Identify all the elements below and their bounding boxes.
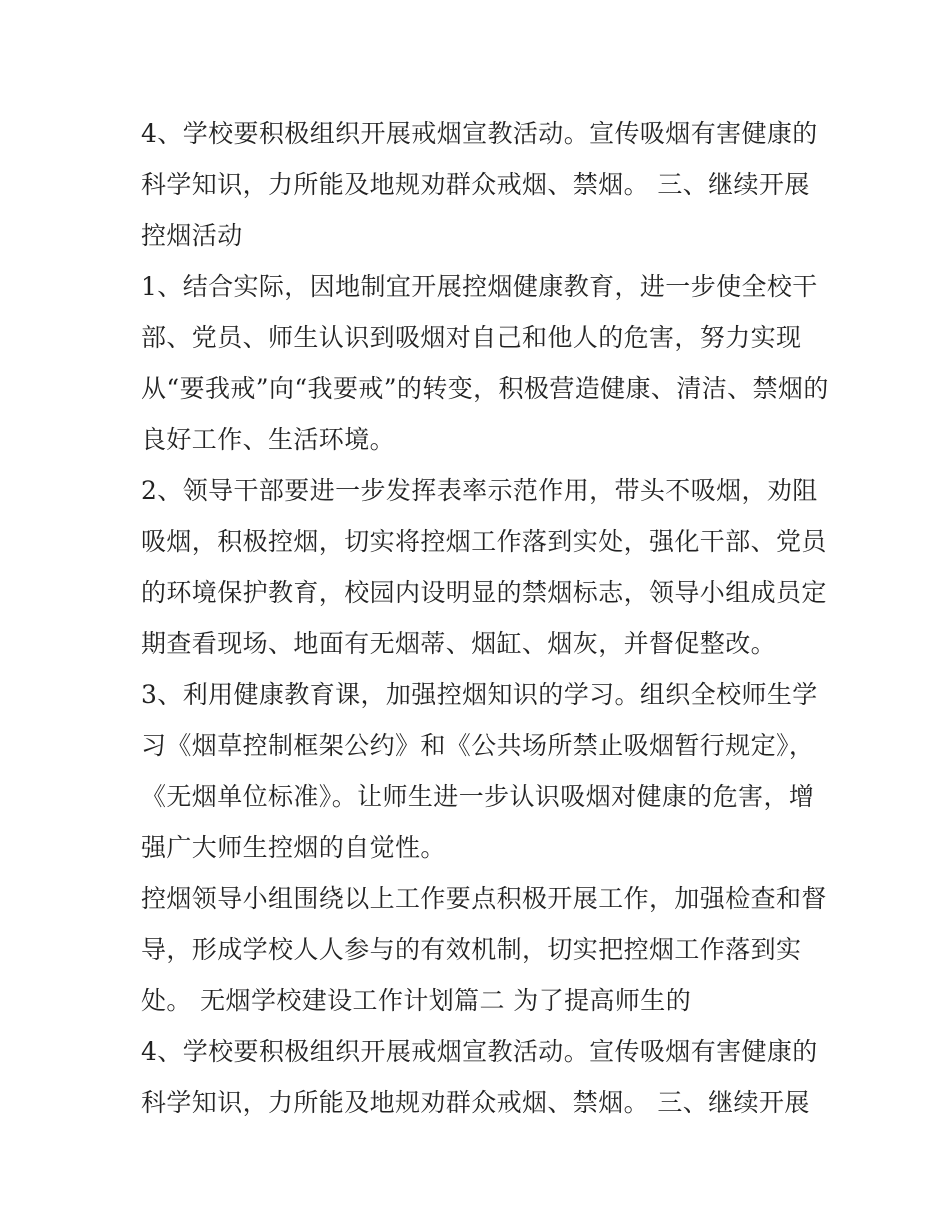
text-line: 良好工作、生活环境。 [141, 425, 396, 454]
text-line: 控烟领导小组围绕以上工作要点积极开展工作，加强检查和督 [141, 884, 827, 913]
text-line: 从“要我戒”向“我要戒”的转变，积极营造健康、清洁、禁烟的 [141, 374, 829, 403]
text-line: 2、领导干部要进一步发挥表率示范作用，带头不吸烟，劝阻 [141, 476, 818, 505]
paragraph-item-2-leadership [141, 465, 827, 669]
paragraph-summary [141, 873, 827, 1026]
paragraph-item-3-health-class [141, 669, 818, 873]
text-line: 控烟活动 [141, 221, 243, 250]
document-body [141, 108, 829, 1128]
text-line: 强广大师生控烟的自觉性。 [141, 833, 446, 862]
text-line: 《无烟单位标准》。让师生进一步认识吸烟对健康的危害，增 [141, 782, 815, 811]
paragraph-item-4-repeat [141, 1026, 818, 1128]
text-line: 的环境保护教育，校园内设明显的禁烟标志，领导小组成员定 [141, 578, 827, 607]
text-line: 处。 无烟学校建设工作计划篇二 为了提高师生的 [141, 986, 692, 1015]
text-line: 1、结合实际，因地制宜开展控烟健康教育，进一步使全校干 [141, 272, 818, 301]
paragraph-item-4-promotion [141, 108, 818, 261]
text-line: 期查看现场、地面有无烟蒂、烟缸、烟灰，并督促整改。 [141, 629, 777, 658]
text-line: 4、学校要积极组织开展戒烟宣教活动。宣传吸烟有害健康的 [141, 1037, 818, 1066]
text-line: 吸烟，积极控烟，切实将控烟工作落到实处，强化干部、党员 [141, 527, 827, 556]
text-line: 3、利用健康教育课，加强控烟知识的学习。组织全校师生学 [141, 680, 818, 709]
text-line: 导，形成学校人人参与的有效机制，切实把控烟工作落到实 [141, 935, 802, 964]
text-line: 4、学校要积极组织开展戒烟宣教活动。宣传吸烟有害健康的 [141, 119, 818, 148]
text-line: 习《烟草控制框架公约》和《公共场所禁止吸烟暂行规定》， [141, 731, 815, 760]
text-line: 科学知识，力所能及地规劝群众戒烟、禁烟。 三、继续开展 [141, 170, 810, 199]
text-line: 部、党员、师生认识到吸烟对自己和他人的危害，努力实现 [141, 323, 802, 352]
text-line: 科学知识，力所能及地规劝群众戒烟、禁烟。 三、继续开展 [141, 1088, 810, 1117]
paragraph-item-1-education [141, 261, 829, 465]
